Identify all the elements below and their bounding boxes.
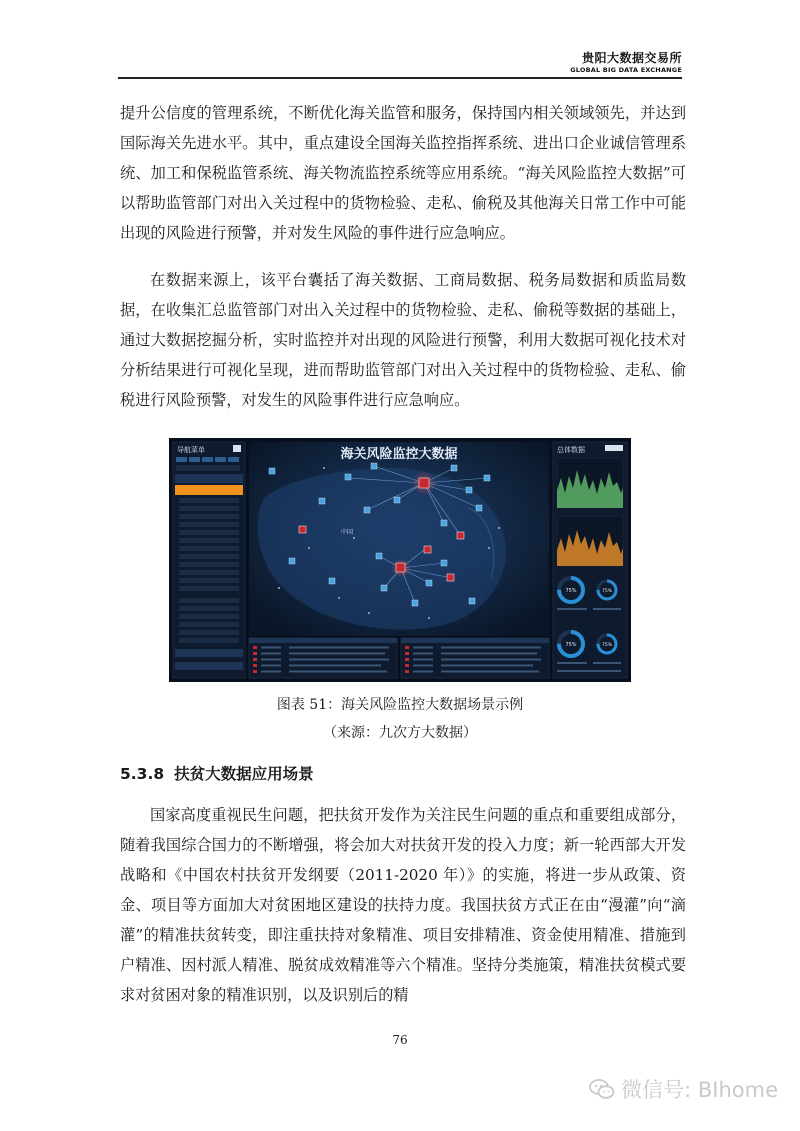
- brand-name-cn: 贵阳大数据交易所: [581, 51, 682, 65]
- map-country-label: 中国: [341, 529, 354, 536]
- watermark-text: 微信号: BIhome: [621, 1078, 778, 1102]
- summary-toggle-button[interactable]: [605, 445, 623, 451]
- section-title: 扶贫大数据应用场景: [174, 765, 314, 783]
- brand-name-en: GLOBAL BIG DATA EXCHANGE: [570, 66, 682, 74]
- header-brand-logo: [570, 52, 682, 74]
- page-number: 76: [392, 1033, 408, 1047]
- risk-node[interactable]: [447, 574, 454, 581]
- risk-node-hub[interactable]: [419, 478, 429, 488]
- risk-node[interactable]: [457, 532, 464, 539]
- risk-node[interactable]: [299, 526, 306, 533]
- section-number: 5.3.8: [120, 765, 165, 783]
- nav-menu-panel: [173, 442, 245, 678]
- wechat-watermark: [589, 1074, 778, 1104]
- summary-panel: [553, 442, 627, 678]
- dashboard-illustration: [169, 438, 631, 682]
- figure-source: （来源：九次方大数据）: [323, 725, 477, 741]
- nav-menu-title: 导航菜单: [177, 446, 205, 454]
- map-panel: [249, 442, 549, 636]
- gauge-3-value: 75%: [565, 642, 577, 648]
- risk-node[interactable]: [424, 546, 431, 553]
- nav-item-active[interactable]: [175, 485, 243, 495]
- header-rule: [118, 77, 682, 79]
- nav-close-icon[interactable]: [233, 445, 241, 452]
- paragraph-1: 提升公信度的管理系统，不断优化海关监管和服务，保持国内相关领域领先，并达到国际海关先进水平。其中，重点建设全国海关监控指挥系统、进出口企业诚信管理系统、加工和保税监管系统、海关物流监控系统等应用系统。“海关风险监控大数据”可以帮助监管部门对出入关过程中的货物检验、走私、偷税及其他海关日常工作中可能出现的风险进行预警，并对发生风险的事件进行应急响应。: [120, 104, 686, 242]
- paragraph-3: 国家高度重视民生问题，把扶贫开发作为关注民生问题的重点和重要组成部分，随着我国综合国力的不断增强，将会加大对扶贫开发的投入力度；新一轮西部大开发战略和《中国农村扶贫开发纲要（2011-2020 年）》的实施，将进一步从政策、资金、项目等方面加大对贫困地区建设的扶持力度。我国扶贫方式正在由“漫灌”向“滴灌”的精准扶贫转变，即注重扶持对象精准、项目安排精准、资金使用精准、措施到户精准、因村派人精准、脱贫成效精准等六个精准。坚持分类施策，精准扶贫模式要求对贫困对象的精准识别，以及识别后的精: [120, 806, 686, 1004]
- figure-caption: 图表 51：海关风险监控大数据场景示例: [276, 697, 524, 713]
- dashboard-title: 海关风险监控大数据: [340, 447, 458, 462]
- risk-node-hub[interactable]: [396, 563, 405, 572]
- gauge-1-value: 75%: [565, 588, 577, 594]
- gauge-4-value: 75%: [601, 643, 613, 648]
- dashboard-screenshot-figure: [169, 438, 631, 682]
- section-heading: [120, 762, 314, 784]
- summary-title: 总体数据: [557, 446, 585, 454]
- paragraph-2: 在数据来源上，该平台囊括了海关数据、工商局数据、税务局数据和质监局数据，在收集汇总监管部门对出入关过程中的货物检验、走私、偷税等数据的基础上，通过大数据挖掘分析，实时监控并对出现的风险进行预警，利用大数据可视化技术对分析结果进行可视化呈现，进而帮助监管部门对出入关过程中的货物检验、走私、偷税进行风险预警，对发生的风险事件进行应急响应。: [120, 271, 686, 409]
- gauge-2-value: 75%: [601, 589, 613, 594]
- wechat-icon: [589, 1078, 615, 1100]
